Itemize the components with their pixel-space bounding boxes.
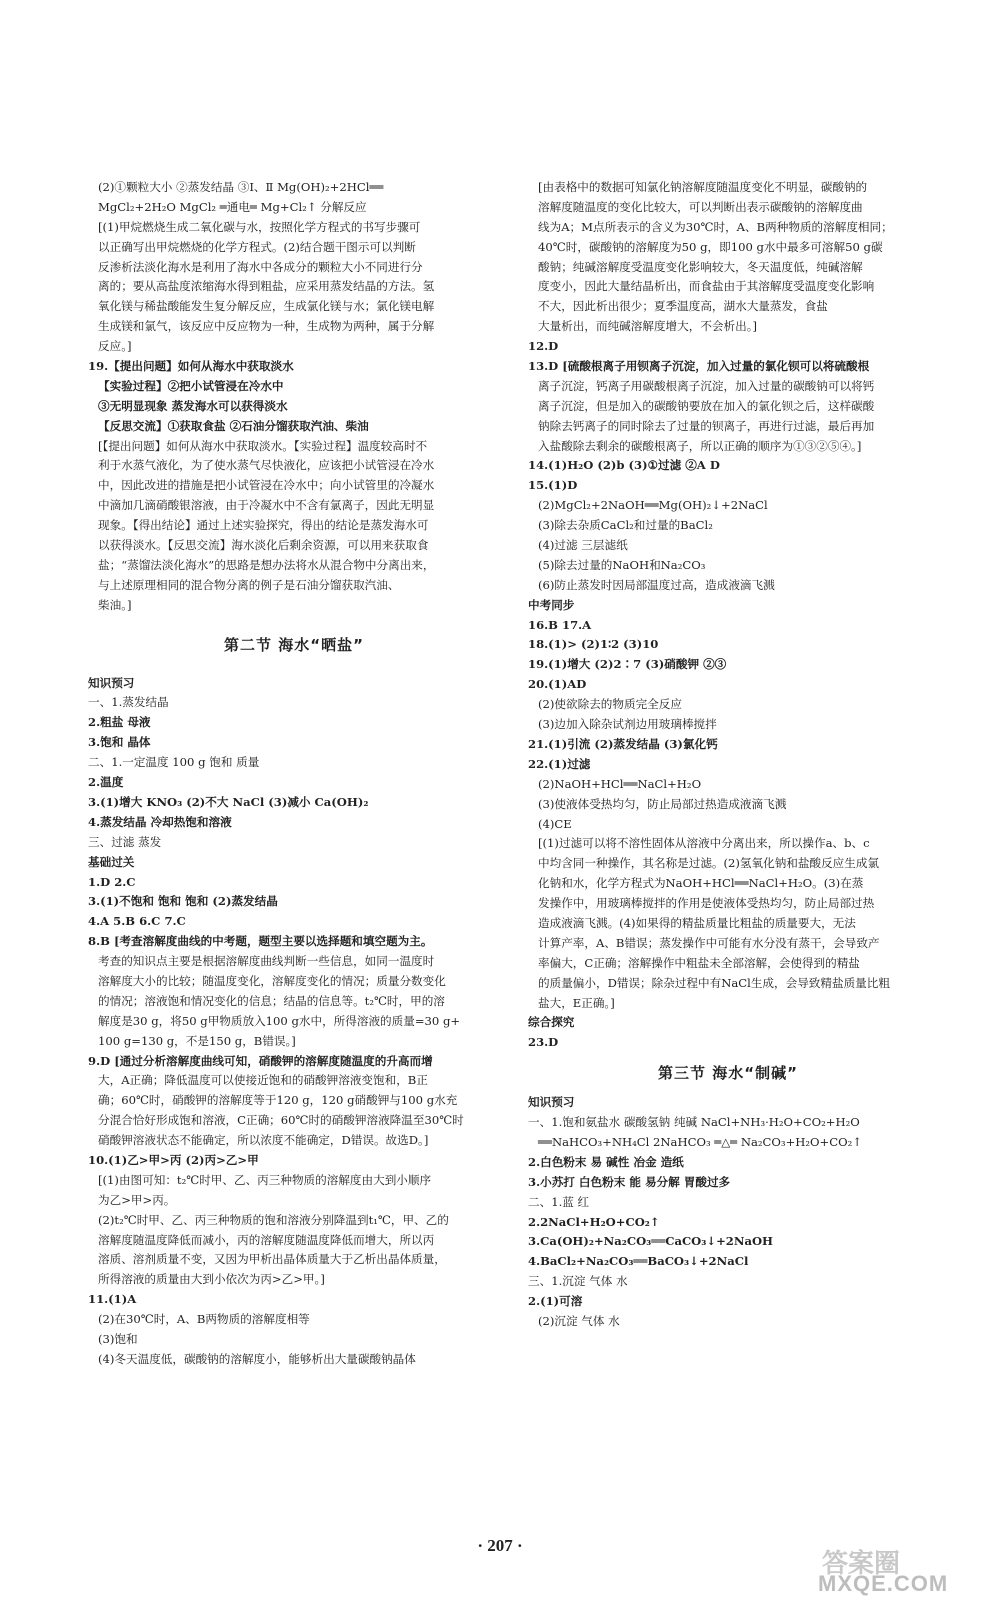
text-line: 解度是30 g，将50 g甲物质放入100 g水中，所得溶液的质量=30 g+	[98, 1013, 461, 1028]
text-line: 中考同步	[528, 597, 575, 612]
text-line: 二、1.一定温度 100 g 饱和 质量	[88, 755, 260, 770]
text-line: 中均含同一种操作，其名称是过滤。(2)氢氧化钠和盐酸反应生成氯	[538, 856, 880, 871]
text-line: 现象。【得出结论】通过上述实验探究，得出的结论是蒸发海水可	[98, 518, 429, 533]
page-number: · 207 ·	[477, 1536, 523, 1555]
text-line: 中，因此改进的措施是把小试管浸在冷水中；向小试管里的冷凝水	[98, 478, 435, 493]
text-line: 4.A 5.B 6.C 7.C	[88, 914, 186, 929]
text-line: [(1)过滤可以将不溶性固体从溶液中分离出来，所以操作a、b、c	[538, 836, 870, 851]
text-line: 利于水蒸气液化，为了使水蒸气尽快液化，应该把小试管浸在冷水	[98, 458, 435, 473]
text-line: 19.(1)增大 (2)2∶7 (3)硝酸钾 ②③	[528, 657, 727, 672]
text-line: 离子沉淀，但是加入的碳酸钠要放在加入的氯化钡之后，这样碳酸	[538, 398, 875, 413]
text-line: 知识预习	[528, 1095, 575, 1110]
left-column	[88, 178, 500, 1370]
text-line: 三、过滤 蒸发	[88, 834, 162, 849]
text-line: 钠除去钙离子的同时除去了过量的钡离子，再进行过滤，最后再加	[538, 418, 875, 433]
text-line: MgCl₂+2H₂O MgCl₂ ═通电═ Mg+Cl₂↑ 分解反应	[98, 199, 367, 214]
text-line: 所得溶液的质量由大到小依次为丙>乙>甲。]	[98, 1272, 325, 1287]
text-line: 计算产率，A、B错误；蒸发操作中可能有水分没有蒸干，会导致产	[538, 935, 880, 950]
text-line: ══NaHCO₃+NH₄Cl 2NaHCO₃ ═△═ Na₂CO₃+H₂O+CO₂↑	[538, 1134, 863, 1149]
text-line: 分混合恰好形成饱和溶液，C正确；60℃时的硝酸钾溶液降温至30℃时	[98, 1113, 464, 1128]
watermark	[812, 1545, 992, 1600]
text-line: 的情况；溶液饱和情况变化的信息；结晶的信息等。t₂℃时，甲的溶	[98, 993, 445, 1008]
text-line: 3.(1)增大 KNO₃ (2)不大 NaCl (3)减小 Ca(OH)₂	[88, 794, 369, 809]
text-line: 三、1.沉淀 气体 水	[528, 1274, 628, 1289]
text-line: 12.D	[528, 339, 559, 354]
text-line: 离子沉淀，钙离子用碳酸根离子沉淀，加入过量的碳酸钠可以将钙	[538, 378, 875, 393]
text-line: 3.小苏打 白色粉末 能 易分解 胃酸过多	[528, 1174, 731, 1189]
text-line: 40℃时，碳酸钠的溶解度为50 g，即100 g水中最多可溶解50 g碳	[538, 239, 883, 254]
text-line: 23.D	[528, 1035, 559, 1050]
text-line: 100 g=130 g，不是150 g，B错误。]	[98, 1033, 296, 1048]
text-line: 3.饱和 晶体	[88, 735, 151, 750]
text-line: 反渗析法淡化海水是利用了海水中各成分的颗粒大小不同进行分	[98, 259, 423, 274]
text-line: 考查的知识点主要是根据溶解度曲线判断一些信息，如同一温度时	[98, 954, 435, 969]
text-line: 化钠和水，化学方程式为NaOH+HCl══NaCl+H₂O。(3)在蒸	[538, 876, 864, 891]
text-line: 生成镁和氯气，该反应中反应物为一种，生成物为两种，属于分解	[98, 319, 435, 334]
text-line: 9.D [通过分析溶解度曲线可知，硝酸钾的溶解度随温度的升高而增	[88, 1053, 433, 1068]
text-line: 率偏大，C正确；溶解操作中粗盐未全部溶解，会使得到的精盐	[538, 955, 860, 970]
text-line: (3)边加入除杂试剂边用玻璃棒搅拌	[538, 717, 717, 732]
text-line: 14.(1)H₂O (2)b (3)①过滤 ②A D	[528, 458, 720, 473]
text-line: 2.2NaCl+H₂O+CO₂↑	[528, 1214, 660, 1229]
text-line: 离的；要从高盐度浓缩海水得到粗盐，应采用蒸发结晶的方法。氢	[98, 279, 435, 294]
text-line: (5)除去过量的NaOH和Na₂CO₃	[538, 557, 706, 572]
text-line: 为乙>甲>丙。	[98, 1192, 176, 1207]
text-line: 溶质、溶剂质量不变，又因为甲析出晶体质量大于乙析出晶体质量，	[98, 1252, 446, 1267]
text-line: ③无明显现象 蒸发海水可以获得淡水	[98, 398, 288, 413]
text-line: (4)冬天温度低，碳酸钠的溶解度小，能够析出大量碳酸钠晶体	[98, 1351, 416, 1366]
text-line: 以获得淡水。【反思交流】海水淡化后剩余资源，可以用来获取食	[98, 538, 429, 553]
text-line: (3)使液体受热均匀，防止局部过热造成液滴飞溅	[538, 796, 787, 811]
text-line: (3)除去杂质CaCl₂和过量的BaCl₂	[538, 518, 713, 533]
text-line: 19.【提出问题】如何从海水中获取淡水	[88, 359, 294, 374]
text-line: 2.粗盐 母液	[88, 715, 151, 730]
text-line: (6)防止蒸发时因局部温度过高，造成液滴飞溅	[538, 577, 775, 592]
text-line: 21.(1)引流 (2)蒸发结晶 (3)氯化钙	[528, 736, 718, 751]
text-line: 3.Ca(OH)₂+Na₂CO₃══CaCO₃↓+2NaOH	[528, 1234, 774, 1249]
text-line: 柴油。]	[98, 597, 132, 612]
text-line: 发操作中，用玻璃棒搅拌的作用是使液体受热均匀，防止局部过热	[538, 896, 875, 911]
text-line: 盐大，E正确。]	[538, 995, 615, 1010]
text-line: [【提出问题】如何从海水中获取淡水。【实验过程】温度较高时不	[98, 438, 428, 453]
text-line: 中滴加几滴硝酸银溶液，由于冷凝水中不含有氯离子，因此无明显	[98, 498, 435, 513]
text-line: (2)沉淀 气体 水	[538, 1313, 620, 1328]
watermark-url: MXQE.COM	[818, 1571, 949, 1596]
text-line: 13.D [硫酸根离子用钡离子沉淀，加入过量的氯化钡可以将硫酸根	[528, 359, 870, 374]
text-line: 一、1.蒸发结晶	[88, 695, 169, 710]
section-heading: 第三节 海水“制碱”	[658, 1064, 798, 1083]
text-line: 1.D 2.C	[88, 874, 136, 889]
text-line: [(1)由图可知：t₂℃时甲、乙、丙三种物质的溶解度由大到小顺序	[98, 1172, 432, 1187]
text-line: 11.(1)A	[88, 1292, 137, 1307]
watermark-logo: 答案圈	[822, 1549, 901, 1579]
text-line: 【反思交流】①获取食盐 ②石油分馏获取汽油、柴油	[98, 418, 369, 433]
text-line: 2.温度	[88, 775, 124, 790]
right-column	[528, 178, 928, 1332]
text-line: 2.(1)可溶	[528, 1294, 583, 1309]
text-line: 一、1.饱和氨盐水 碳酸氢钠 纯碱 NaCl+NH₃·H₂O+CO₂+H₂O	[528, 1115, 860, 1130]
text-line: 大，A正确；降低温度可以使接近饱和的硝酸钾溶液变饱和，B正	[98, 1073, 428, 1088]
text-line: (4)CE	[538, 816, 572, 831]
text-line: 15.(1)D	[528, 478, 578, 493]
text-line: (2)NaOH+HCl══NaCl+H₂O	[538, 776, 702, 791]
text-line: 【实验过程】②把小试管浸在冷水中	[98, 378, 284, 393]
text-line: 基础过关	[88, 854, 135, 869]
text-line: 3.(1)不饱和 饱和 饱和 (2)蒸发结晶	[88, 894, 278, 909]
text-line: 的质量偏小，D错误；除杂过程中有NaCl生成，会导致精盐质量比粗	[538, 975, 890, 990]
text-line: 造成液滴飞溅。(4)如果得的精盐质量比粗盐的质量要大，无法	[538, 915, 856, 930]
text-line: 溶解度随温度的变化比较大，可以判断出表示碳酸钠的溶解度曲	[538, 199, 863, 214]
text-line: 反应。]	[98, 339, 132, 354]
text-line: (3)饱和	[98, 1331, 138, 1346]
text-line: 线为A；M点所表示的含义为30℃时，A、B两种物质的溶解度相同；	[538, 219, 893, 234]
text-line: 溶解度随温度降低而减小，丙的溶解度随温度降低而增大，所以丙	[98, 1232, 435, 1247]
text-line: [(1)甲烷燃烧生成二氧化碳与水，按照化学方程式的书写步骤可	[98, 219, 421, 234]
text-line: 18.(1)> (2)1∶2 (3)10	[528, 637, 659, 652]
text-line: 综合探究	[528, 1015, 575, 1030]
text-line: 4.蒸发结晶 冷却热饱和溶液	[88, 814, 232, 829]
text-line: 以正确写出甲烷燃烧的化学方程式。(2)结合题干图示可以判断	[98, 239, 416, 254]
text-line: 10.(1)乙>甲>丙 (2)丙>乙>甲	[88, 1152, 259, 1167]
text-line: (2)在30℃时，A、B两物质的溶解度相等	[98, 1312, 310, 1327]
text-line: 盐；“蒸馏法淡化海水”的思路是想办法将水从混合物中分离出来，	[98, 557, 435, 572]
text-line: 氧化镁与稀盐酸能发生复分解反应，生成氯化镁与水；氯化镁电解	[98, 299, 435, 314]
text-line: 知识预习	[88, 675, 135, 690]
text-line: 度变小，因此大量结晶析出，而食盐由于其溶解度受温度变化影响	[538, 279, 875, 294]
text-line: (4)过滤 三层滤纸	[538, 538, 628, 553]
text-line: 溶解度大小的比较；随温度变化，溶解度变化的情况；质量分数变化	[98, 973, 446, 988]
text-line: 16.B 17.A	[528, 617, 592, 632]
section-heading: 第二节 海水“晒盐”	[224, 635, 364, 654]
text-line: 22.(1)过滤	[528, 756, 591, 771]
text-line: 不大，因此析出很少；夏季温度高，湖水大量蒸发，食盐	[538, 299, 828, 314]
text-line: 2.白色粉末 易 碱性 冶金 造纸	[528, 1154, 684, 1169]
text-line: 酸钠；纯碱溶解度受温度变化影响较大，冬天温度低，纯碱溶解	[538, 259, 863, 274]
text-line: 大量析出，而纯碱溶解度增大，不会析出。]	[538, 319, 758, 334]
text-line: 确；60℃时，硝酸钾的溶解度等于120 g，120 g硝酸钾与100 g水充	[98, 1093, 458, 1108]
text-line: (2)MgCl₂+2NaOH══Mg(OH)₂↓+2NaCl	[538, 498, 768, 513]
text-line: [由表格中的数据可知氯化钠溶解度随温度变化不明显，碳酸钠的	[538, 180, 868, 194]
text-line: 入盐酸除去剩余的碳酸根离子，所以正确的顺序为①③②⑤④。]	[538, 438, 862, 453]
text-line: 与上述原理相同的混合物分离的例子是石油分馏获取汽油、	[98, 577, 400, 592]
text-line: (2)使欲除去的物质完全反应	[538, 697, 682, 712]
text-line: 硝酸钾溶液状态不能确定，所以浓度不能确定，D错误。故选D。]	[98, 1133, 429, 1148]
text-line: 8.B [考查溶解度曲线的中考题，题型主要以选择题和填空题为主。	[88, 934, 433, 949]
text-line: 4.BaCl₂+Na₂CO₃══BaCO₃↓+2NaCl	[528, 1254, 749, 1269]
text-line: (2)①颗粒大小 ②蒸发结晶 ③Ⅰ、Ⅱ Mg(OH)₂+2HCl══	[98, 180, 384, 194]
text-line: 二、1.蓝 红	[528, 1194, 590, 1209]
text-line: 20.(1)AD	[528, 677, 587, 692]
text-line: (2)t₂℃时甲、乙、丙三种物质的饱和溶液分别降温到t₁℃，甲、乙的	[98, 1212, 449, 1227]
